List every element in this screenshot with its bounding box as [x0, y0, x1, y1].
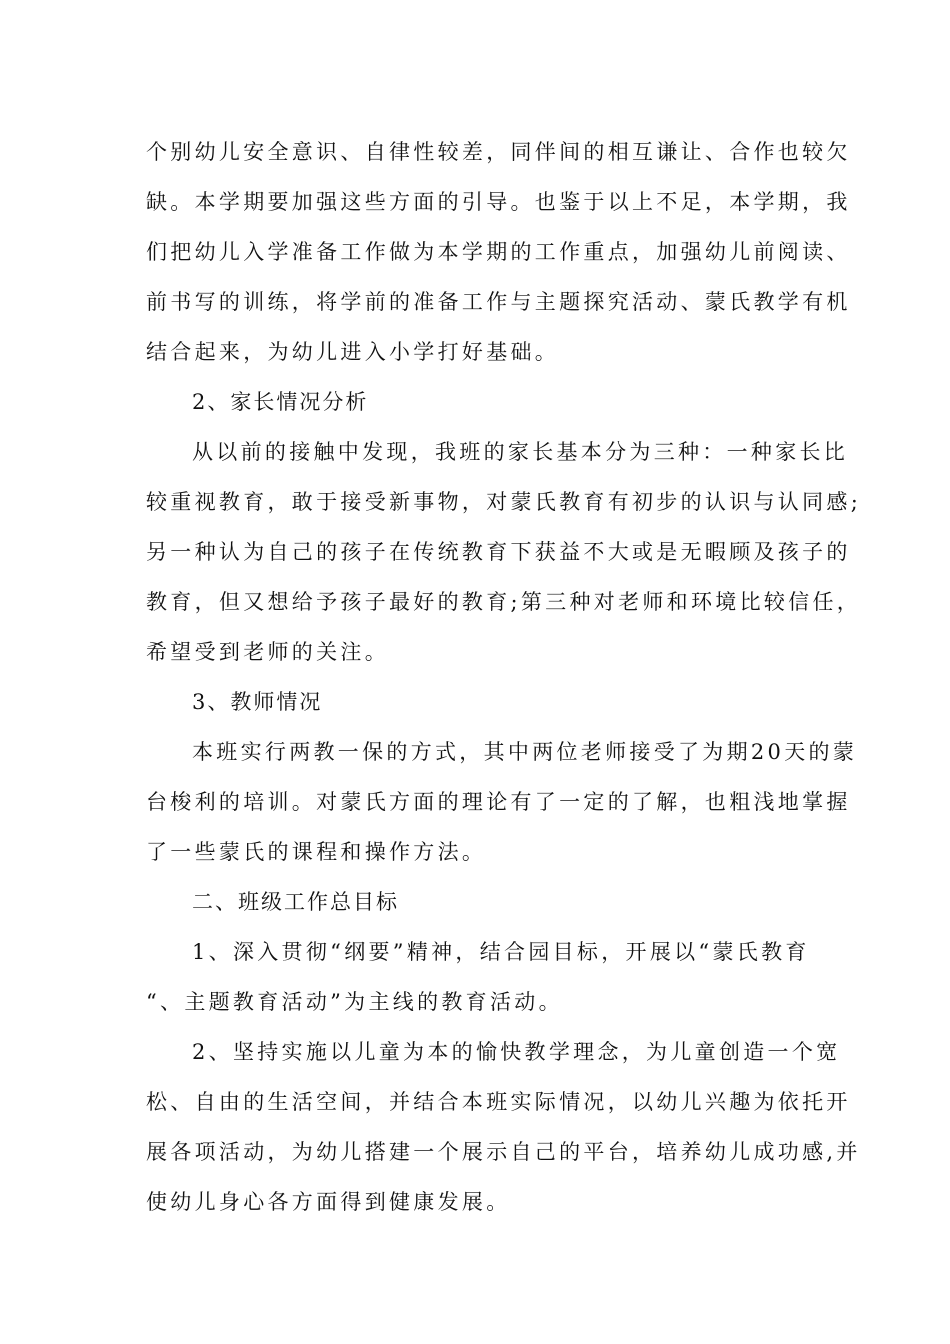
paragraph-first-line: 1、深入贯彻“纲要”精神，结合园目标，开展以“蒙氏教育 — [192, 940, 810, 964]
text-line: 较重视教育，敢于接受新事物，对蒙氏教育有初步的认识与认同感; — [146, 490, 862, 514]
text-line: 展各项活动，为幼儿搭建一个展示自己的平台，培养幼儿成功感,并 — [146, 1140, 861, 1164]
text-line: 教育，但又想给予孩子最好的教育;第三种对老师和环境比较信任， — [146, 590, 862, 614]
text-line: 另一种认为自己的孩子在传统教育下获益不大或是无暇顾及孩子的 — [146, 540, 851, 564]
text-line: 使幼儿身心各方面得到健康发展。 — [146, 1190, 511, 1214]
text-line: 希望受到老师的关注。 — [146, 640, 389, 664]
text-line: 们把幼儿入学准备工作做为本学期的工作重点，加强幼儿前阅读、 — [146, 240, 851, 264]
text-line: 台梭利的培训。对蒙氏方面的理论有了一定的了解，也粗浅地掌握 — [146, 790, 851, 814]
paragraph-first-line: 从以前的接触中发现，我班的家长基本分为三种：一种家长比 — [192, 440, 849, 464]
text-line: “、主题教育活动”为主线的教育活动。 — [146, 990, 563, 1014]
text-line: 个别幼儿安全意识、自律性较差，同伴间的相互谦让、合作也较欠 — [146, 140, 851, 164]
text-line: 松、自由的生活空间，并结合本班实际情况，以幼儿兴趣为依托开 — [146, 1090, 851, 1114]
text-line: 结合起来，为幼儿进入小学打好基础。 — [146, 340, 560, 364]
section-heading-teachers: 3、教师情况 — [192, 690, 323, 714]
paragraph-first-line: 本班实行两教一保的方式，其中两位老师接受了为期20天的蒙 — [192, 740, 858, 764]
paragraph-first-line: 2、坚持实施以儿童为本的愉快教学理念，为儿童创造一个宽 — [192, 1040, 841, 1064]
text-line: 了一些蒙氏的课程和操作方法。 — [146, 840, 487, 864]
section-heading-parents: 2、家长情况分析 — [192, 390, 369, 414]
text-line: 缺。本学期要加强这些方面的引导。也鉴于以上不足，本学期，我 — [146, 190, 851, 214]
text-line: 前书写的训练，将学前的准备工作与主题探究活动、蒙氏教学有机 — [146, 290, 851, 314]
section-heading-goals: 二、班级工作总目标 — [192, 890, 399, 914]
